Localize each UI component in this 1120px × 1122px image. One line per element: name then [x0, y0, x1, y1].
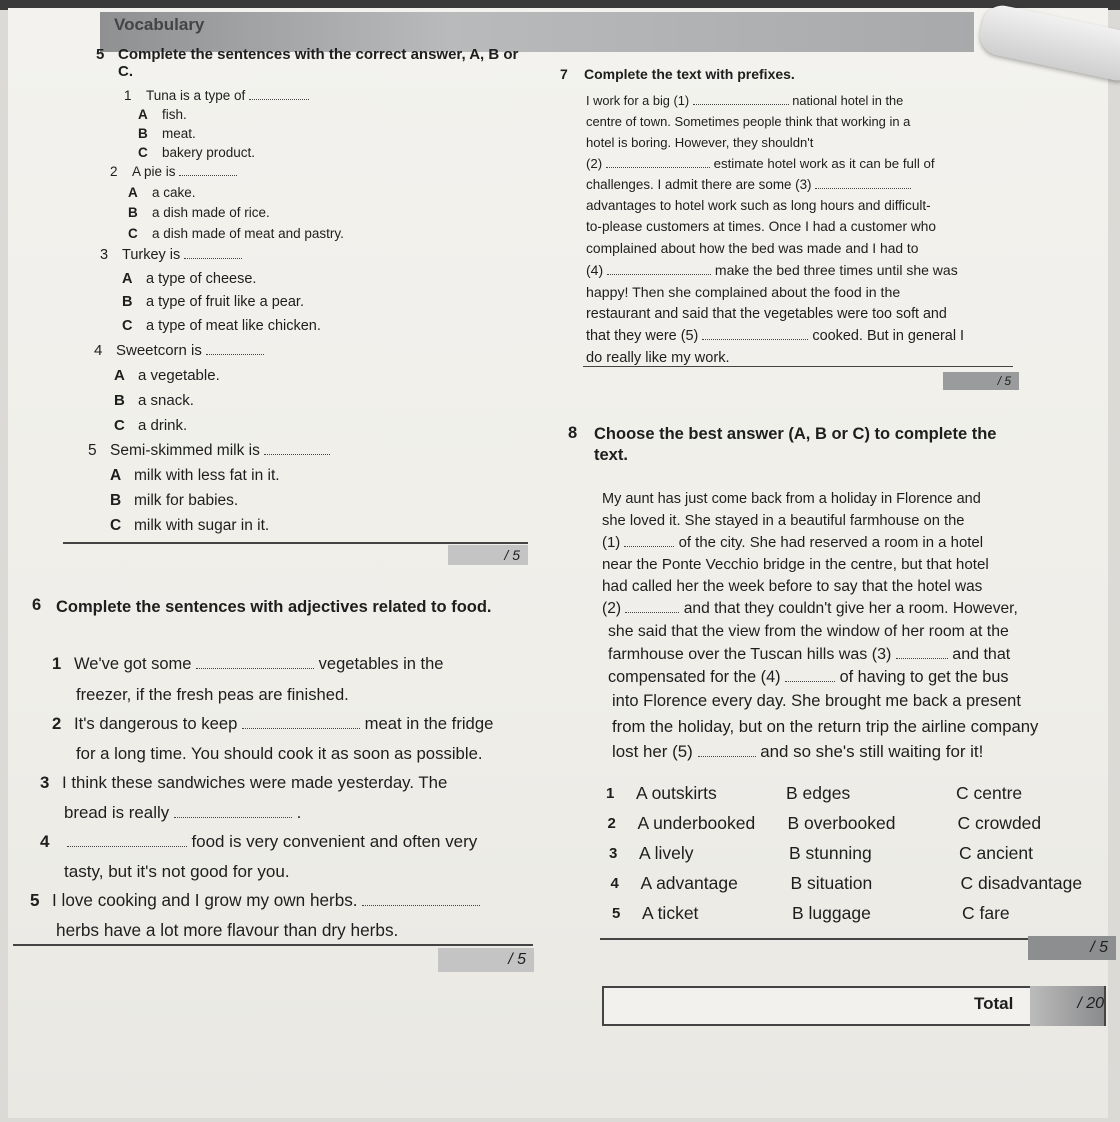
- option-text: milk with less fat in it.: [134, 467, 280, 484]
- ex7-line: [586, 195, 981, 216]
- ex7-line: [586, 132, 981, 153]
- ex7-line: [586, 237, 981, 259]
- option-letter: A: [114, 367, 125, 384]
- item-stem: A pie is: [132, 164, 176, 179]
- answer-option-n: 1: [606, 785, 615, 802]
- answer-option-b[interactable]: B stunning: [789, 843, 872, 863]
- ex7-line: [586, 259, 981, 281]
- line-text: (4): [586, 262, 604, 278]
- answer-option-b[interactable]: B edges: [786, 783, 851, 803]
- ex8-line: [602, 598, 1084, 620]
- ex5-score: / 5: [448, 545, 528, 565]
- item-stem: Tuna is a type of: [146, 88, 246, 103]
- answer-option-n: 5: [612, 905, 621, 922]
- answer-option-n: 3: [609, 845, 618, 862]
- option-letter: C: [138, 145, 148, 160]
- ex7-text: [586, 90, 981, 369]
- option-letter: C: [114, 417, 125, 434]
- ex6-number: 6: [32, 596, 42, 614]
- option-text: meat.: [162, 126, 196, 141]
- answer-option-b[interactable]: B situation: [790, 873, 873, 893]
- ex6-line: [30, 886, 538, 916]
- ex7-line: [586, 281, 981, 303]
- line-text: challenges. I admit there are some (3): [586, 177, 812, 192]
- option-text: milk with sugar in it.: [134, 517, 270, 534]
- line-text: national hotel in the: [792, 93, 904, 108]
- option-letter: C: [128, 225, 138, 241]
- answer-blank[interactable]: [242, 716, 360, 729]
- line-text: farmhouse over the Tuscan hills was (3): [608, 645, 892, 663]
- ex5-option: [128, 224, 528, 245]
- option-letter: C: [122, 317, 133, 334]
- answer-option-a[interactable]: A ticket: [642, 903, 699, 923]
- line-text: I work for a big (1): [586, 93, 690, 108]
- ex5-option: [122, 315, 528, 339]
- ex5-option: [114, 413, 528, 438]
- option-letter: A: [122, 270, 133, 287]
- line-text: of having to get the bus: [839, 668, 1009, 686]
- ex6-line: [56, 916, 538, 946]
- ex7-line: [586, 90, 981, 111]
- item-stem: Semi-skimmed milk is: [110, 442, 260, 459]
- ex5-stem: [124, 86, 528, 105]
- option-text: a dish made of rice.: [152, 205, 270, 220]
- ex8-line: [602, 532, 1084, 554]
- line-text: advantages to hotel work such as long hours and difficult-: [586, 198, 931, 213]
- line-text: food is very convenient and often very: [191, 832, 478, 851]
- option-text: a drink.: [138, 417, 188, 434]
- ex8-line: [612, 739, 1084, 764]
- answer-option-n: 4: [610, 875, 619, 892]
- ex8-answers: [606, 783, 1106, 923]
- answer-blank[interactable]: [693, 92, 789, 105]
- answer-option-n: 2: [607, 815, 616, 832]
- ex8-line: [608, 643, 1084, 666]
- line-text: (1): [602, 534, 621, 551]
- line-text: meat in the fridge: [364, 714, 494, 733]
- option-text: fish.: [162, 107, 187, 122]
- line-text: to-please customers at times. Once I had a customer who: [586, 219, 936, 234]
- answer-blank[interactable]: [625, 600, 679, 613]
- ex7-line: [586, 216, 981, 237]
- ex6-line: [52, 650, 538, 680]
- line-text: tasty, but it's not good for you.: [64, 861, 290, 881]
- answer-blank[interactable]: [179, 163, 237, 176]
- line-text: she said that the view from the window of her room at the: [608, 623, 1009, 640]
- ex5-option: [110, 463, 528, 488]
- answer-option-a[interactable]: A lively: [639, 843, 694, 863]
- line-text: (2): [586, 156, 603, 171]
- ex8-line: [602, 488, 1084, 510]
- answer-blank[interactable]: [785, 669, 835, 682]
- line-text: for a long time. You should cook it as soon as possible.: [76, 743, 483, 763]
- line-text: It's dangerous to keep: [74, 714, 238, 733]
- ex5-stem: [110, 162, 528, 183]
- item-number: 2: [110, 164, 118, 179]
- answer-blank[interactable]: [607, 262, 711, 275]
- ex6-instruction: Complete the sentences with adjectives related to food.: [56, 598, 492, 616]
- line-text: My aunt has just come back from a holiday in Florence and: [602, 491, 981, 507]
- option-text: a vegetable.: [138, 367, 220, 384]
- ex5-option: [110, 513, 528, 538]
- worksheet-page: [8, 8, 1108, 1118]
- ex7-rule: [583, 366, 1013, 367]
- ex7-instruction: Complete the text with prefixes.: [584, 66, 795, 82]
- ex5-option: [114, 388, 528, 413]
- option-letter: B: [128, 205, 138, 220]
- line-text: We've got some: [74, 655, 192, 673]
- line-text: had called her the week before to say that the hotel was: [602, 578, 983, 595]
- answer-blank[interactable]: [264, 442, 330, 455]
- ex5-items: [88, 86, 528, 538]
- ex5-option: [122, 291, 528, 315]
- answer-blank[interactable]: [896, 646, 948, 659]
- ex5-stem: [88, 438, 528, 463]
- line-text: freezer, if the fresh peas are finished.: [76, 684, 349, 704]
- ex8-line: [608, 620, 1084, 643]
- ex7-number: 7: [560, 66, 568, 82]
- answer-option-a[interactable]: A outskirts: [636, 783, 717, 803]
- line-text: complained about how the bed was made and I had to: [586, 240, 919, 256]
- ex5-option: [128, 183, 528, 204]
- answer-option-c[interactable]: C crowded: [957, 813, 1042, 833]
- answer-option-b[interactable]: B overbooked: [787, 813, 896, 833]
- ex5-option: [122, 268, 528, 292]
- total-box: [602, 986, 1106, 1026]
- ex5-option: [138, 105, 528, 124]
- option-text: a type of cheese.: [146, 270, 257, 287]
- answer-blank[interactable]: [184, 246, 242, 259]
- ex5-number: 5: [96, 46, 105, 63]
- answer-blank[interactable]: [698, 744, 756, 757]
- ex6-line: [40, 768, 538, 798]
- answer-blank[interactable]: [702, 327, 808, 340]
- ex6-lines: [28, 650, 538, 945]
- item-number: 1: [124, 88, 132, 103]
- ex7-score: / 5: [943, 372, 1019, 390]
- line-text: cooked. But in general I: [812, 328, 965, 344]
- line-text: she loved it. She stayed in a beautiful farmhouse on the: [602, 513, 965, 529]
- line-text: that they were (5): [586, 328, 699, 344]
- ex7-line: [586, 325, 981, 347]
- line-text: do really like my work.: [586, 350, 730, 366]
- ex8-rule: [600, 938, 1100, 940]
- line-number: 2: [52, 714, 62, 733]
- answer-option-c[interactable]: C disadvantage: [960, 873, 1083, 893]
- ex8-number: 8: [568, 424, 578, 442]
- ex6-rule: [13, 944, 533, 946]
- option-text: a dish made of meat and pastry.: [152, 225, 344, 241]
- ex5-rule: [63, 542, 528, 544]
- line-text: estimate hotel work as it can be full of: [713, 156, 935, 171]
- option-letter: A: [138, 107, 148, 122]
- line-text: from the holiday, but on the return trip the airline company: [612, 717, 1039, 736]
- line-text: I think these sandwiches were made yesterday. The: [62, 773, 448, 792]
- line-number: 3: [40, 773, 50, 792]
- line-text: (2): [602, 600, 622, 617]
- ex6-line: [64, 857, 538, 887]
- line-text: .: [296, 802, 302, 822]
- line-text: restaurant and said that the vegetables were too soft and: [586, 306, 947, 322]
- ex7-line: [586, 153, 981, 174]
- item-stem: Turkey is: [122, 247, 181, 263]
- answer-option-b[interactable]: B luggage: [792, 903, 871, 923]
- line-text: and so she's still waiting for it!: [760, 742, 984, 761]
- ex8-score: / 5: [1028, 936, 1116, 960]
- option-text: a type of meat like chicken.: [146, 317, 321, 334]
- ex8-instruction: Choose the best answer (A, B or C) to complete the text.: [594, 425, 997, 464]
- answer-option-c[interactable]: C ancient: [959, 843, 1033, 863]
- ex5-option: [110, 488, 528, 513]
- ex6-line: [52, 709, 538, 739]
- line-text: happy! Then she complained about the food in the: [586, 284, 901, 300]
- ex5-stem: [100, 244, 528, 268]
- ex8-text: [594, 482, 1084, 764]
- line-text: and that they couldn't give her a room. However,: [683, 600, 1018, 617]
- ex6-line: [76, 739, 538, 769]
- option-letter: C: [110, 517, 122, 534]
- answer-option-a[interactable]: A advantage: [640, 873, 738, 893]
- option-text: a type of fruit like a pear.: [146, 294, 304, 310]
- ex7-line: [586, 111, 981, 132]
- line-text: centre of town. Sometimes people think that working in a: [586, 114, 911, 129]
- item-number: 4: [94, 342, 103, 359]
- ex8-line: [602, 510, 1084, 532]
- answer-option-c[interactable]: C centre: [956, 783, 1023, 803]
- option-text: milk for babies.: [134, 492, 239, 509]
- ex6-score: / 5: [438, 948, 534, 972]
- ex8-line: [612, 714, 1084, 739]
- answer-blank[interactable]: [174, 805, 292, 818]
- ex5-option: [138, 143, 528, 162]
- line-text: bread is really: [64, 802, 170, 822]
- answer-option-a[interactable]: A underbooked: [637, 813, 756, 833]
- answer-blank[interactable]: [206, 342, 264, 355]
- ex6-line: [40, 827, 538, 857]
- ex8-line: [608, 666, 1084, 689]
- item-number: 3: [100, 247, 109, 263]
- option-text: bakery product.: [162, 145, 256, 160]
- answer-blank[interactable]: [362, 893, 480, 906]
- section-header: Vocabulary: [100, 12, 974, 52]
- ex5-option: [138, 124, 528, 143]
- ex5-option: [114, 363, 528, 388]
- answer-blank[interactable]: [815, 176, 911, 189]
- option-letter: B: [110, 492, 122, 509]
- line-text: near the Ponte Vecchio bridge in the centre, but that hotel: [602, 556, 989, 573]
- line-text: herbs have a lot more flavour than dry herbs.: [56, 919, 399, 940]
- option-letter: A: [110, 467, 122, 484]
- option-letter: B: [122, 294, 133, 310]
- option-letter: B: [114, 392, 125, 409]
- total-score: / 20: [1030, 986, 1104, 1026]
- line-text: of the city. She had reserved a room in a hotel: [678, 534, 984, 551]
- ex5-option: [128, 203, 528, 224]
- line-number: 5: [30, 890, 40, 910]
- line-text: lost her (5): [612, 742, 693, 761]
- item-number: 5: [88, 442, 97, 459]
- ex8-line: [612, 689, 1084, 714]
- ex5-stem: [94, 338, 528, 363]
- ex6-line: [64, 798, 538, 828]
- answer-blank[interactable]: [67, 834, 187, 847]
- item-stem: Sweetcorn is: [116, 342, 202, 359]
- line-text: vegetables in the: [318, 655, 444, 673]
- option-text: a cake.: [152, 184, 196, 200]
- ex8-line: [602, 576, 1084, 598]
- answer-blank[interactable]: [606, 155, 710, 168]
- ex7-line: [586, 174, 981, 195]
- line-text: and that: [952, 645, 1011, 663]
- line-text: hotel is boring. However, they shouldn't: [586, 135, 814, 150]
- total-label: Total: [974, 994, 1014, 1013]
- answer-option-c[interactable]: C fare: [962, 903, 1010, 923]
- ex8-line: [602, 554, 1084, 576]
- line-text: compensated for the (4): [608, 668, 781, 686]
- line-text: into Florence every day. She brought me back a present: [612, 692, 1021, 710]
- option-letter: A: [128, 184, 138, 200]
- line-text: I love cooking and I grow my own herbs.: [52, 890, 358, 910]
- option-text: a snack.: [138, 392, 194, 409]
- answer-blank[interactable]: [249, 87, 309, 100]
- ex5-instruction: Complete the sentences with the correct answer, A, B or C.: [118, 46, 519, 80]
- ex6-line: [76, 680, 538, 710]
- ex7-line: [586, 303, 981, 325]
- line-text: make the bed three times until she was: [714, 262, 958, 278]
- option-letter: B: [138, 126, 148, 141]
- line-number: 1: [52, 655, 62, 673]
- answer-blank[interactable]: [624, 534, 674, 547]
- line-number: 4: [40, 832, 50, 851]
- answer-blank[interactable]: [196, 656, 314, 669]
